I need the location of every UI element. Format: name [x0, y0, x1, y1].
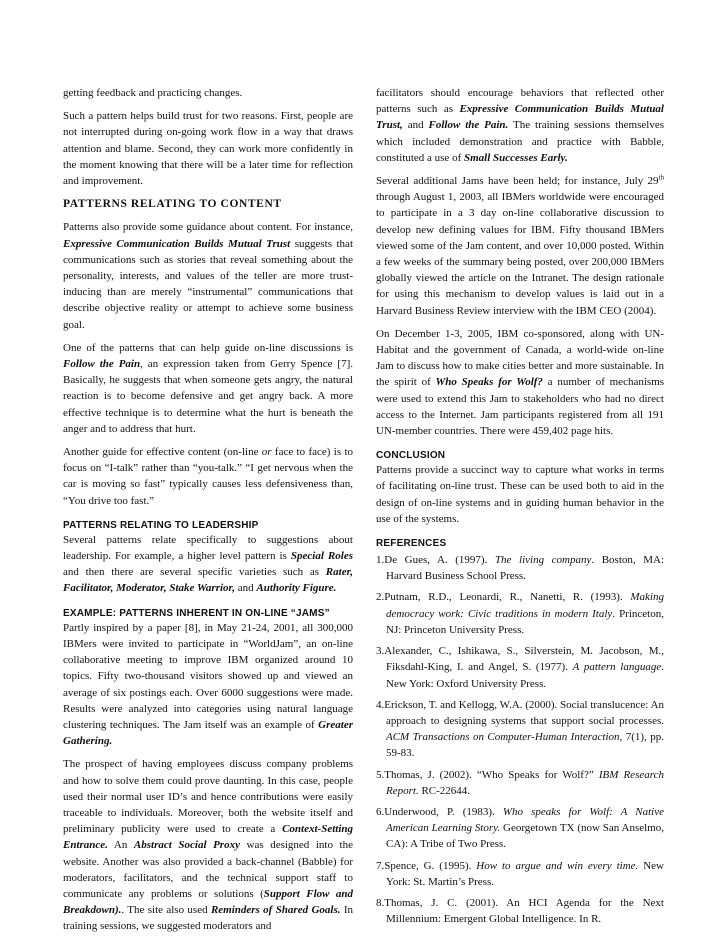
reference-item: 3.Alexander, C., Ishikawa, S., Silverstein, M. Jacobson, M., Fiksdahl-King, I. and Angel, S. (1977). A pattern language. New York: Oxford University Press.	[376, 645, 664, 690]
paragraph: Several patterns relate specifically to suggestions about leadership. For example, a higher level pattern is Special Roles and then there are several specific varieties such as Rater, Facilitator, Moderator, Stake Warrior, and Authority Figure.	[63, 533, 353, 595]
reference-item: 6.Underwood, P. (1983). Who speaks for Wolf: A Native American Learning Story. Georgetown TX (now San Anselmo, CA): A Tribe of Two Press.	[376, 805, 664, 851]
pattern-name: Follow the Pain.	[428, 119, 509, 132]
pattern-name: Greater Gathering.	[63, 718, 353, 748]
pattern-name: Reminders of Shared Goals.	[210, 904, 341, 917]
paragraph: Such a pattern helps build trust for two reasons. First, people are not interrupted during on-going work flow in a way that draws attention and blame. Second, they can work more confidently in the moment knowing that there will be a later time for reflection and improvement.	[63, 110, 353, 188]
paragraph: Patterns also provide some guidance about content. For instance, Expressive Communication Builds Mutual Trust suggests that communications such as stories that reveal something about the personality, interests, and values of the teller are more trust-inducing than are merely “instrumental” communications that describe objective reality or attempt to achieve some business goal.	[63, 221, 353, 331]
section-heading-example: EXAMPLE: PATTERNS INHERENT IN ON-LINE “JAMS”	[63, 607, 330, 619]
paragraph: Another guide for effective content (on-line or face to face) is to focus on “I-talk” rather than “you-talk.” “I get nervous when the car is moving so fast” typically causes less defensiveness than, “You drive too fast.”	[63, 446, 353, 507]
paragraph: On December 1-3, 2005, IBM co-sponsored, along with UN-Habitat and the government of Canada, a world-wide on-line Jam to discuss how to make cities better and more sustainable. In the spirit of Who Speaks for Wolf? a number of mechanisms were used to extend this Jam to stakeholders who had no direct access to the Internet. Jam participants registered from all 191 UN-member countries. There were 459,402 page hits.	[376, 327, 665, 438]
pattern-name: Follow the Pain	[63, 358, 141, 371]
section-heading-leadership: PATTERNS RELATING TO LEADERSHIP	[63, 519, 259, 531]
pattern-name: Abstract Social Proxy	[133, 839, 240, 852]
pattern-name: Authority Figure.	[256, 582, 337, 595]
paragraph: One of the patterns that can help guide on-line discussions is Follow the Pain, an expression taken from Gerry Spence [7]. Basically, he suggests that when someone gets angry, the natural reaction is to become defensive and get angry back. A more effective technique is to determine what the hurt is beneath the anger and to address that hurt.	[63, 341, 353, 435]
pattern-name: Context-Setting Entrance.	[63, 823, 353, 852]
paragraph: Several additional Jams have been held; for instance, July 29th through August 1, 2003, all IBMers worldwide were encouraged to participate in a 3 day on-line collaborative discussion to develop new defining values for IBM. Fifty thousand IBMers viewed some of the Jam content, and over 10,000 posted. Within a few weeks of the summary being posted, over 200,000 IBMers globally viewed the article on the Intranet. The design rationale for using this mechanism to develop values is laid out in a Harvard Business Review interview with the IBM CEO (2004).	[376, 173, 664, 317]
left-column	[63, 85, 353, 942]
paragraph: Patterns provide a succinct way to capture what works in terms of facilitating on-line trust. These can be used both to aid in the design of on-line systems and in guiding human behavior in the use of the systems.	[376, 464, 664, 525]
paragraph: getting feedback and practicing changes.	[63, 87, 243, 99]
paragraph: facilitators should encourage behaviors that reflected other patterns such as Expressive Communication Builds Mutual Trust, and Follow the Pain. The training sessions themselves which included demonstration and practice with Babble, constituted a use of Small Successes Early.	[376, 87, 664, 164]
section-heading-conclusion: CONCLUSION	[376, 450, 446, 462]
paragraph: Partly inspired by a paper [8], in May 21-24, 2001, all 300,000 IBMers were invited to participate in “WorldJam”, an on-line collaborative meeting to improve IBM organized around 10 topics. Fifty two-thousand visitors showed up and viewed an average of six postings each. Over 6000 suggestions were made. Results were analyzed into categories using natural language clustering techniques. The Jam itself was an example of Greater Gathering.	[63, 621, 353, 748]
pattern-name: Special Roles	[290, 550, 353, 563]
paragraph: The prospect of having employees discuss company problems and how to solve them could prove daunting. In this case, people used their normal user ID’s and hence contributions were easily traceable to individuals. Moreover, both the website itself and preliminary publicity were used to create a Context-Setting Entrance. An Abstract Social Proxy was designed into the website. Another was also provided a back-channel (Babble) for moderators, facilitators, and the technical support staff to communicate any problems or solutions (Support Flow and Breakdown).. The site also used Reminders of Shared Goals. In training sessions, we suggested moderators and	[63, 758, 353, 933]
pattern-name: Who Speaks for Wolf?	[435, 376, 543, 389]
section-heading-references: REFERENCES	[376, 538, 447, 550]
reference-item: 7.Spence, G. (1995). How to argue and win every time. New York: St. Martin’s Press.	[376, 859, 664, 888]
pattern-name: Rater, Facilitator, Moderator, Stake Warrior,	[63, 566, 353, 595]
reference-item: 1.De Gues, A. (1997). The living company. Boston, MA: Harvard Business School Press.	[376, 554, 664, 583]
pattern-name: Small Successes Early.	[463, 151, 568, 164]
reference-item: 8.Thomas, J. C. (2001). An HCI Agenda for the Next Millennium: Emergent Global Intelligence. In R.	[376, 896, 664, 926]
pattern-name: Expressive Communication Builds Mutual Trust	[63, 237, 291, 250]
right-column	[376, 85, 664, 932]
reference-item: 4.Erickson, T. and Kellogg, W.A. (2000). Social translucence: An approach to designing systems that support social processes. ACM Transactions on Computer-Human Interaction, 7(1), pp. 59-83.	[376, 698, 665, 760]
reference-item: 2.Putnam, R.D., Leonardi, R., Nanetti, R. (1993). Making democracy work: Civic traditions in modern Italy. Princeton, NJ: Princeton University Press.	[376, 591, 664, 636]
pattern-name: Support Flow and Breakdown).	[63, 887, 353, 917]
pattern-name: Expressive Communication Builds Mutual Trust,	[376, 103, 664, 132]
reference-item: 5.Thomas, J. (2002). “Who Speaks for Wolf?” IBM Research Report. RC-22644.	[376, 768, 664, 797]
section-heading-content: PATTERNS RELATING TO CONTENT	[63, 198, 282, 211]
reference-list	[376, 552, 664, 927]
